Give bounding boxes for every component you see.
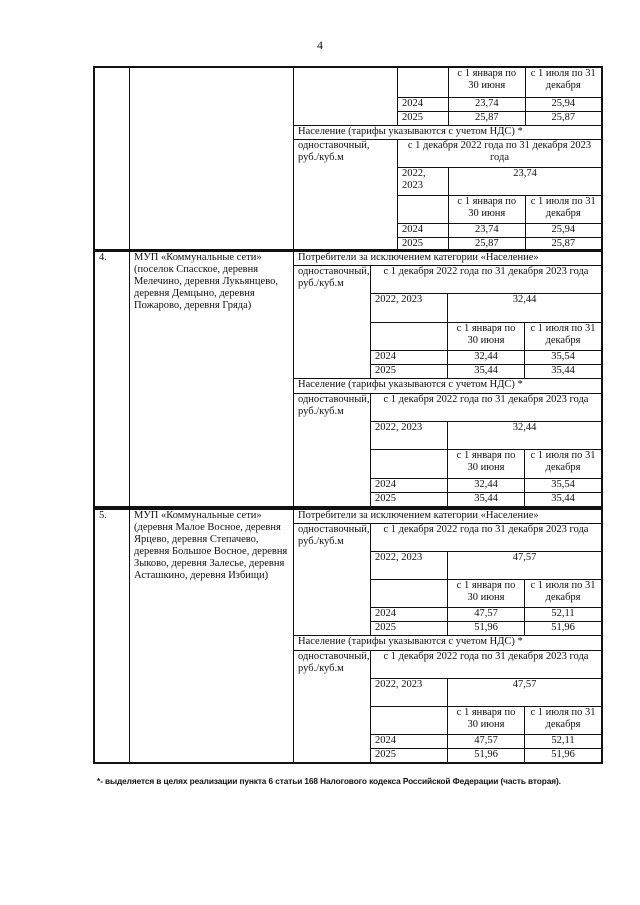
value: 25,87 xyxy=(525,238,602,252)
value: 32,44 xyxy=(448,351,525,365)
year-2022: 2022, 2023 xyxy=(371,421,448,449)
period-2022: с 1 декабря 2022 года по 31 декабря 2023 года xyxy=(371,524,602,552)
populace-header: Население (тарифы указываются с учетом НДС) * xyxy=(294,379,602,393)
period-h2: с 1 июля по 31 декабря xyxy=(525,68,602,98)
value: 23,74 xyxy=(449,224,526,238)
year-2025: 2025 xyxy=(371,492,448,506)
tariff-label: одноставочный, руб./куб.м xyxy=(294,266,371,379)
period-h1: с 1 января по 30 июня xyxy=(448,706,525,734)
value: 25,87 xyxy=(449,238,526,252)
value: 51,96 xyxy=(525,622,602,636)
period-h2: с 1 июля по 31 декабря xyxy=(525,706,602,734)
value: 47,57 xyxy=(448,678,602,706)
year-cell-empty xyxy=(371,450,448,478)
year-2025: 2025 xyxy=(371,622,448,636)
value: 47,57 xyxy=(448,552,602,580)
year-cell-empty xyxy=(371,580,448,608)
year-cell-empty xyxy=(371,706,448,734)
value: 32,44 xyxy=(448,421,602,449)
consumers-header: Потребители за исключением категории «Население» xyxy=(294,252,602,266)
value: 52,11 xyxy=(525,608,602,622)
tariff-label: одноставочный, руб./куб.м xyxy=(294,393,371,506)
value: 35,44 xyxy=(525,492,602,506)
org-cell-empty xyxy=(130,68,294,252)
value: 25,87 xyxy=(525,112,602,126)
year-2024: 2024 xyxy=(371,478,448,492)
page-number: 4 xyxy=(317,38,323,52)
value: 47,57 xyxy=(448,734,525,748)
tariff-block-5 xyxy=(93,508,603,764)
tariff-label: одноставочный, руб./куб.м xyxy=(294,140,398,252)
period-h1: с 1 января по 30 июня xyxy=(448,580,525,608)
period-h2: с 1 июля по 31 декабря xyxy=(525,580,602,608)
year-2025: 2025 xyxy=(398,112,449,126)
period-h1: с 1 января по 30 июня xyxy=(449,196,526,224)
year-2022: 2022, 2023 xyxy=(371,552,448,580)
period-h1: с 1 января по 30 июня xyxy=(448,450,525,478)
tariff-label: одноставочный, руб./куб.м xyxy=(294,524,371,636)
year-2024: 2024 xyxy=(371,608,448,622)
value: 35,54 xyxy=(525,351,602,365)
year-2025: 2025 xyxy=(371,748,448,762)
populace-header: Население (тарифы указываются с учетом НДС) * xyxy=(294,636,602,650)
value: 51,96 xyxy=(525,748,602,762)
period-2022: с 1 декабря 2022 года по 31 декабря 2023 года xyxy=(371,650,602,678)
year-2022: 2022, 2023 xyxy=(398,168,449,196)
period-2022: с 1 декабря 2022 года по 31 декабря 2023 года xyxy=(398,140,602,168)
year-2024: 2024 xyxy=(371,351,448,365)
period-h2: с 1 июля по 31 декабря xyxy=(525,196,602,224)
year-cell-empty xyxy=(371,322,448,350)
value: 35,44 xyxy=(448,492,525,506)
value: 35,54 xyxy=(525,478,602,492)
period-2022: с 1 декабря 2022 года по 31 декабря 2023 года xyxy=(371,393,602,421)
year-2022: 2022, 2023 xyxy=(371,678,448,706)
year-2024: 2024 xyxy=(398,98,449,112)
label-cell-empty xyxy=(294,68,398,126)
year-2025: 2025 xyxy=(371,365,448,379)
year-cell-empty xyxy=(398,68,449,98)
period-h1: с 1 января по 30 июня xyxy=(448,322,525,350)
value: 32,44 xyxy=(448,294,602,322)
value: 32,44 xyxy=(448,478,525,492)
period-h1: с 1 января по 30 июня xyxy=(449,68,526,98)
value: 35,44 xyxy=(448,365,525,379)
value: 51,96 xyxy=(448,622,525,636)
populace-header: Население (тарифы указываются с учетом НДС) * xyxy=(294,126,602,140)
value: 25,94 xyxy=(525,224,602,238)
tariff-label: одноставочный, руб./куб.м xyxy=(294,650,371,762)
footnote: *- выделяется в целях реализации пункта 6 статьи 168 Налогового кодекса Российской Федерации (часть вторая). xyxy=(97,776,561,786)
tariff-block-4 xyxy=(93,250,603,508)
year-2024: 2024 xyxy=(398,224,449,238)
period-2022: с 1 декабря 2022 года по 31 декабря 2023 года xyxy=(371,266,602,294)
value: 47,57 xyxy=(448,608,525,622)
organization-name: МУП «Коммунальные сети» (поселок Спасское, деревня Мелечино, деревня Лукьянцево, деревня Демцыно, деревня Пожарово, деревня Гряда) xyxy=(130,252,294,507)
tariff-block-continued xyxy=(93,66,603,250)
year-cell-empty xyxy=(398,196,449,224)
year-2024: 2024 xyxy=(371,734,448,748)
year-2025: 2025 xyxy=(398,238,449,252)
value: 51,96 xyxy=(448,748,525,762)
consumers-header: Потребители за исключением категории «Население» xyxy=(294,510,602,524)
value: 25,94 xyxy=(525,98,602,112)
num-cell-empty xyxy=(95,68,130,252)
value: 25,87 xyxy=(449,112,526,126)
year-2022: 2022, 2023 xyxy=(371,294,448,322)
value: 23,74 xyxy=(449,168,602,196)
row-number: 4. xyxy=(95,252,130,507)
organization-name: МУП «Коммунальные сети» (деревня Малое Восное, деревня Ярцево, деревня Степачево, деревня Большое Восное, деревня Зыково, деревня Залесье, деревня Асташкино, деревня Избищи) xyxy=(130,510,294,763)
period-h2: с 1 июля по 31 декабря xyxy=(525,322,602,350)
period-h2: с 1 июля по 31 декабря xyxy=(525,450,602,478)
value: 23,74 xyxy=(449,98,526,112)
value: 35,44 xyxy=(525,365,602,379)
row-number: 5. xyxy=(95,510,130,763)
value: 52,11 xyxy=(525,734,602,748)
